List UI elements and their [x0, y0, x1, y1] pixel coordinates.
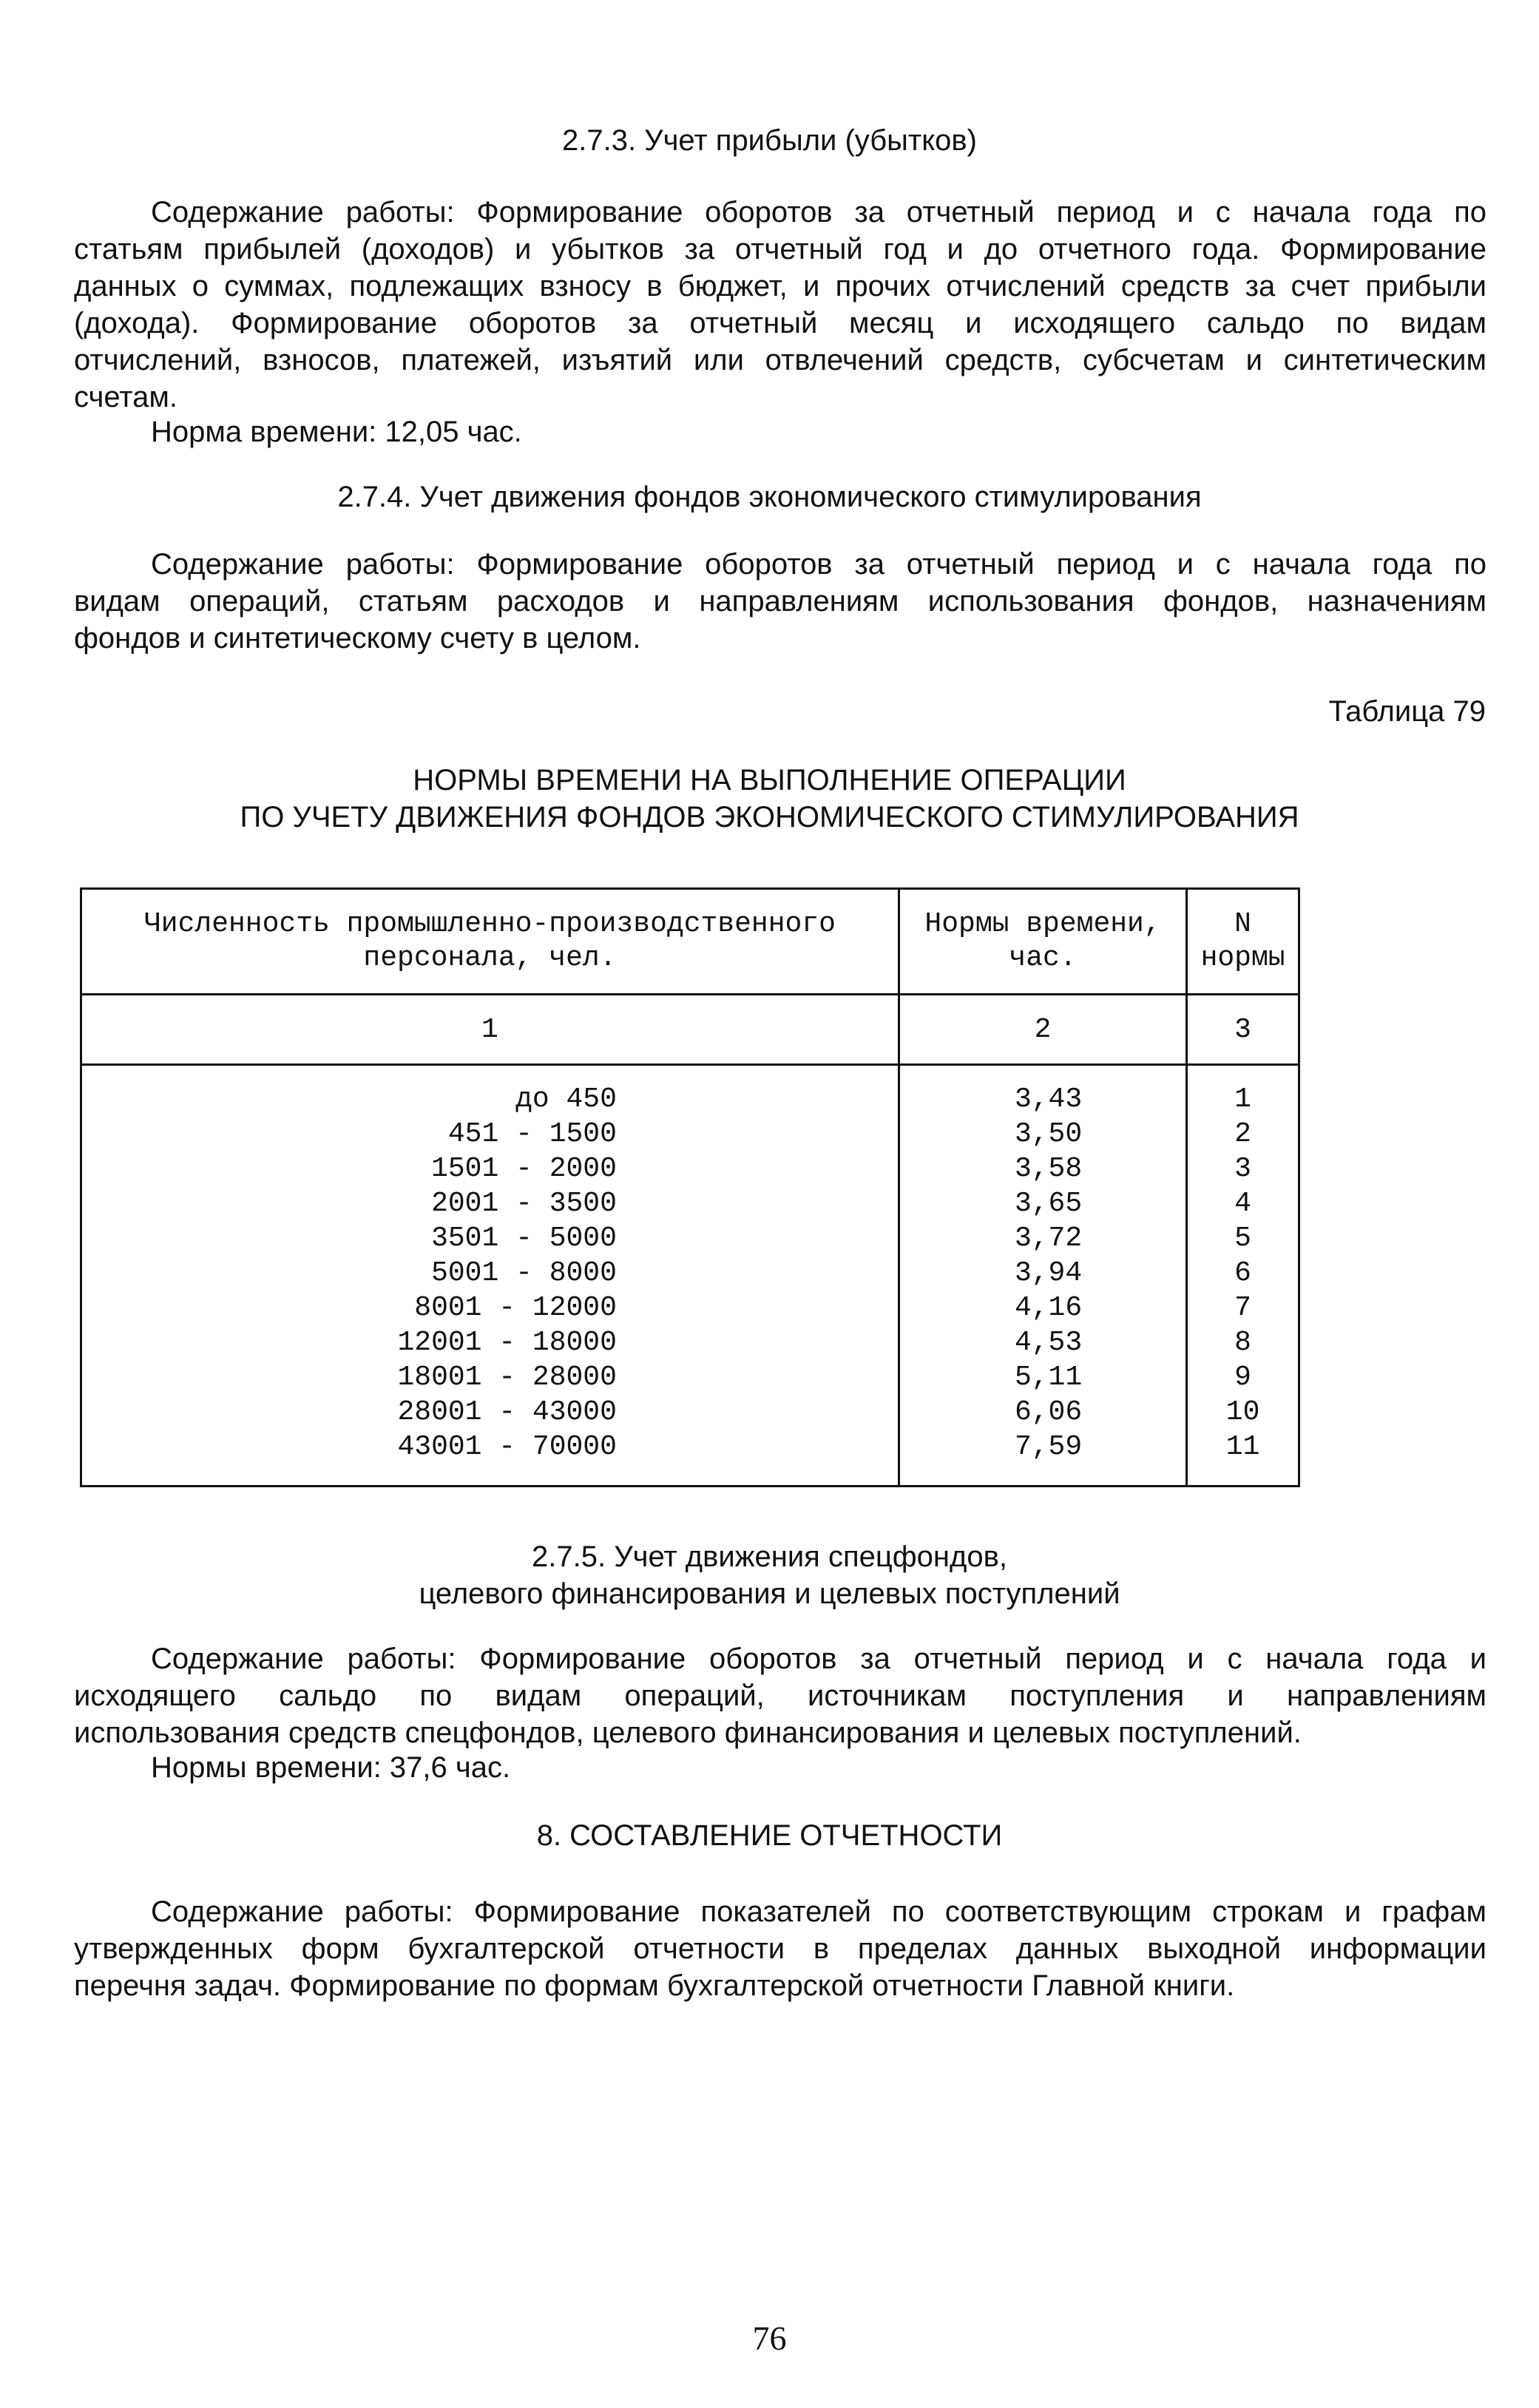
section-8-line: утвержденных форм бухгалтерской отчетности в пределах данных выходной информации: [74, 1932, 1486, 1965]
cell-range: 8001 - 12000: [81, 1291, 899, 1325]
cell-norm: 9: [1187, 1360, 1299, 1395]
cell-range: 1501 - 2000: [81, 1151, 899, 1186]
table-title: [0, 762, 1539, 836]
cell-range: 28001 - 43000: [81, 1395, 899, 1430]
header-norm-line: нормы: [1200, 942, 1285, 974]
table-spacer: [81, 1464, 1299, 1487]
section-273-line: статьям прибылей (доходов) и убытков за отчетный год и до отчетного года. Формирование: [74, 233, 1486, 266]
section-273-norm: Норма времени: 12,05 час.: [151, 416, 522, 448]
section-274-line: фондов и синтетическому счету в целом.: [74, 622, 641, 655]
cell-norm: 1: [1187, 1082, 1299, 1117]
column-number: 2: [899, 995, 1186, 1065]
section-274-line: Содержание работы: Формирование оборотов за отчетный период и с начала года по: [151, 548, 1486, 581]
table-title-line: НОРМЫ ВРЕМЕНИ НА ВЫПОЛНЕНИЕ ОПЕРАЦИИ: [413, 764, 1126, 797]
cell-range: 12001 - 18000: [81, 1325, 899, 1360]
section-275-line: исходящего сальдо по видам операций, источникам поступления и направлениям: [74, 1680, 1486, 1712]
section-273-line: счетам.: [74, 381, 178, 413]
section-273-line: Содержание работы: Формирование оборотов за отчетный период и с начала года по: [151, 196, 1486, 229]
table-row: [81, 1360, 1299, 1395]
cell-hours: 4,53: [899, 1325, 1186, 1360]
header-personnel: [81, 889, 899, 995]
cell-hours: 3,43: [899, 1082, 1186, 1117]
cell-norm: 2: [1187, 1117, 1299, 1151]
norms-table: [80, 887, 1300, 1487]
cell-range: 451 - 1500: [81, 1117, 899, 1151]
section-275-title-line: целевого финансирования и целевых поступлений: [419, 1577, 1120, 1610]
table-row: [81, 1186, 1299, 1221]
header-hours-line: Нормы времени,: [924, 908, 1161, 940]
table-row: [81, 1151, 1299, 1186]
section-275-norm: Нормы времени: 37,6 час.: [151, 1751, 511, 1784]
cell-hours: 3,72: [899, 1221, 1186, 1256]
section-8-line: перечня задач. Формирование по формам бухгалтерской отчетности Главной книги.: [74, 1969, 1235, 2002]
section-8-title: 8. СОСТАВЛЕНИЕ ОТЧЕТНОСТИ: [536, 1819, 1003, 1852]
section-274-title: 2.7.4. Учет движения фондов экономического стимулирования: [337, 481, 1202, 513]
cell-range: до 450: [81, 1082, 899, 1117]
cell-hours: 3,94: [899, 1256, 1186, 1291]
cell-hours: 4,16: [899, 1291, 1186, 1325]
table-row: [81, 1256, 1299, 1291]
header-hours: [899, 889, 1186, 995]
cell-norm: 4: [1187, 1186, 1299, 1221]
table-header-row: [81, 889, 1299, 995]
table-row: [81, 1082, 1299, 1117]
table-label: Таблица 79: [1328, 695, 1486, 728]
table-title-line: ПО УЧЕТУ ДВИЖЕНИЯ ФОНДОВ ЭКОНОМИЧЕСКОГО СТИМУЛИРОВАНИЯ: [240, 801, 1299, 833]
section-275-title: [0, 1538, 1539, 1612]
table-row: [81, 1117, 1299, 1151]
section-275-title-line: 2.7.5. Учет движения спецфондов,: [532, 1540, 1007, 1573]
header-norm-number: [1187, 889, 1299, 995]
cell-hours: 6,06: [899, 1395, 1186, 1430]
cell-hours: 3,58: [899, 1151, 1186, 1186]
cell-range: 2001 - 3500: [81, 1186, 899, 1221]
header-personnel-line: Численность промышленно-производственного: [143, 908, 836, 940]
section-273-line: отчислений, взносов, платежей, изъятий или отвлечений средств, субсчетам и синтетическим: [74, 344, 1486, 376]
cell-norm: 3: [1187, 1151, 1299, 1186]
table-row: [81, 1430, 1299, 1464]
table-row: [81, 1221, 1299, 1256]
cell-hours: 5,11: [899, 1360, 1186, 1395]
header-hours-line: час.: [1009, 942, 1077, 974]
table-spacer: [81, 1065, 1299, 1083]
cell-norm: 7: [1187, 1291, 1299, 1325]
section-275-content: [74, 1640, 1486, 1751]
table-row: [81, 1395, 1299, 1430]
column-number: 1: [81, 995, 899, 1065]
table-row: [81, 1325, 1299, 1360]
cell-norm: 5: [1187, 1221, 1299, 1256]
cell-norm: 10: [1187, 1395, 1299, 1430]
section-275-line: использования средств спецфондов, целевого финансирования и целевых поступлений.: [74, 1717, 1302, 1749]
section-273-title: 2.7.3. Учет прибыли (убытков): [561, 124, 977, 157]
cell-hours: 3,65: [899, 1186, 1186, 1221]
column-number-row: [81, 995, 1299, 1065]
column-number: 3: [1187, 995, 1299, 1065]
section-273-line: данных о суммах, подлежащих взносу в бюджет, и прочих отчислений средств за счет прибыли: [74, 270, 1486, 302]
cell-hours: 7,59: [899, 1430, 1186, 1464]
section-8-content: [74, 1893, 1486, 2004]
cell-range: 43001 - 70000: [81, 1430, 899, 1464]
section-273-content: [74, 194, 1486, 416]
cell-range: 18001 - 28000: [81, 1360, 899, 1395]
table-row: [81, 1291, 1299, 1325]
page-number: 76: [752, 2319, 787, 2357]
cell-norm: 8: [1187, 1325, 1299, 1360]
section-273-line: (дохода). Формирование оборотов за отчетный месяц и исходящего сальдо по видам: [74, 307, 1486, 339]
cell-norm: 6: [1187, 1256, 1299, 1291]
cell-range: 3501 - 5000: [81, 1221, 899, 1256]
cell-norm: 11: [1187, 1430, 1299, 1464]
header-norm-line: N: [1234, 908, 1251, 940]
section-275-line: Содержание работы: Формирование оборотов за отчетный период и с начала года и: [151, 1643, 1486, 1675]
section-8-line: Содержание работы: Формирование показателей по соответствующим строкам и графам: [151, 1895, 1486, 1928]
cell-hours: 3,50: [899, 1117, 1186, 1151]
section-274-line: видам операций, статьям расходов и направлениям использования фондов, назначениям: [74, 585, 1486, 618]
header-personnel-line: персонала, чел.: [363, 942, 617, 974]
cell-range: 5001 - 8000: [81, 1256, 899, 1291]
section-274-content: [74, 546, 1486, 657]
